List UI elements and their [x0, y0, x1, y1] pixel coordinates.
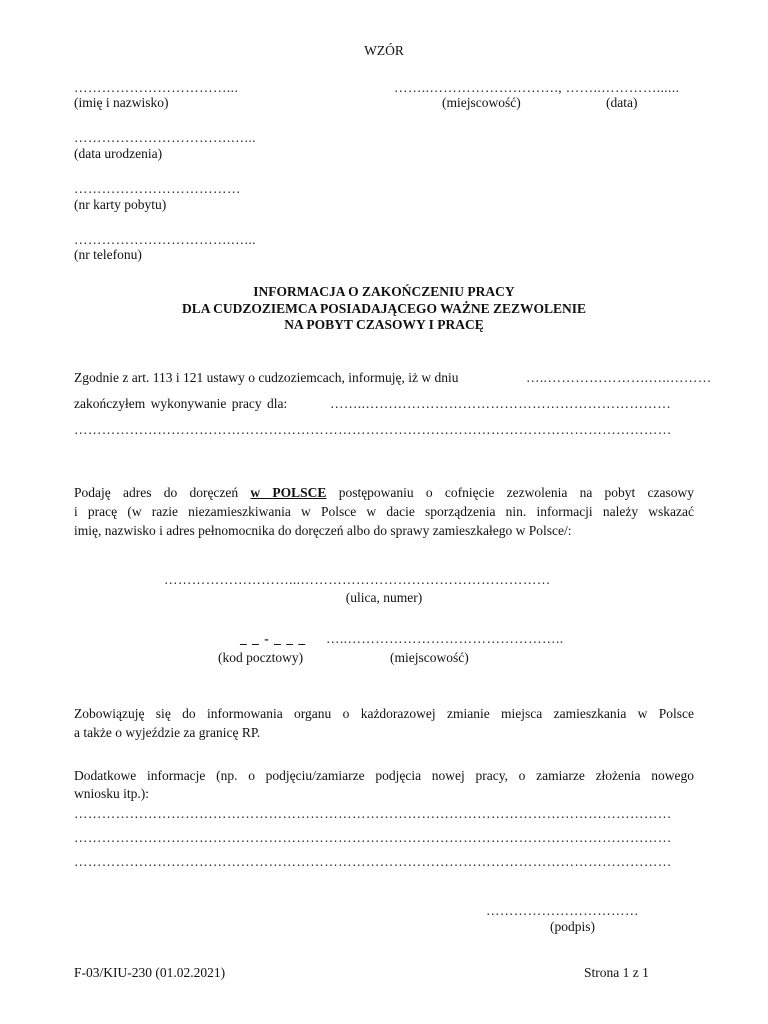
street-field-dots[interactable]: ………………………...………………………………………………	[164, 572, 551, 587]
name-label: (imię i nazwisko)	[74, 95, 169, 110]
name-field-dots[interactable]: ……………………………...	[74, 80, 239, 95]
heading-line-2: DLA CUDZOZIEMCA POSIADAJĄCEGO WAŻNE ZEZWOLENIE	[181, 301, 587, 316]
address-intro-line-1	[74, 486, 694, 500]
obligation-line-1: Zobowiązuję się do informowania organu o każdorazowej zmianie miejsca zamieszkania w Polsce	[74, 706, 694, 721]
end-date-field-dots[interactable]: …..………………….…..………	[526, 370, 712, 385]
phone-field-dots[interactable]: …………………………….…...	[74, 232, 256, 247]
additional-info-dots-2[interactable]: …………………………………………………………………………………………………………………	[74, 831, 672, 845]
address-intro-line-3: imię, nazwisko i adres pełnomocnika do doręczeń albo do sprawy zamieszkałego w Polsce/:	[74, 523, 572, 538]
additional-info-line-2: wniosku itp.):	[74, 786, 150, 801]
address-intro-line-2: i pracę (w razie niezamieszkiwania w Polsce w dacie sporządzenia nin. informacji należy wskazać	[74, 504, 694, 519]
street-label: (ulica, numer)	[345, 590, 423, 605]
statement-line-1: Zgodnie z art. 113 i 121 ustawy o cudzoziemcach, informuję, iż w dniu	[74, 370, 459, 385]
card-field-dots[interactable]: ………………………………	[74, 181, 241, 196]
city-label: (miejscowość)	[390, 650, 469, 665]
postal-code-field[interactable]: _ _ - _ _ _	[240, 631, 307, 646]
footer-form-id: F-03/KIU-230 (01.02.2021)	[74, 965, 226, 980]
employer-field-dots[interactable]: ……..…………………………………………………………	[330, 396, 672, 411]
signature-field-dots[interactable]: ……………………………	[486, 903, 639, 918]
footer-page-number: Strona 1 z 1	[584, 965, 649, 980]
postal-code-label: (kod pocztowy)	[218, 650, 304, 665]
signature-label: (podpis)	[550, 919, 595, 934]
date-label: (data)	[606, 95, 638, 110]
phone-label: (nr telefonu)	[74, 247, 142, 262]
address-intro-suffix: postępowaniu o cofnięcie zezwolenia na pobyt czasowy	[338, 485, 695, 500]
card-label: (nr karty pobytu)	[74, 197, 167, 212]
employer-field-dots-2[interactable]: …………………………………………………………………………………………………………………	[74, 423, 672, 437]
birthdate-field-dots[interactable]: …………………………….…...	[74, 130, 256, 145]
additional-info-line-1: Dodatkowe informacje (np. o podjęciu/zamiarze podjęcia nowej pracy, o zamiarze złożenia nowego	[74, 768, 694, 783]
additional-info-dots-3[interactable]: …………………………………………………………………………………………………………………	[74, 855, 672, 869]
additional-info-dots-1[interactable]: …………………………………………………………………………………………………………………	[74, 807, 672, 821]
address-intro-bold: w POLSCE	[250, 485, 327, 500]
birthdate-label: (data urodzenia)	[74, 146, 163, 161]
address-intro-prefix: Podaję adres do doręczeń	[74, 485, 239, 500]
heading-line-1: INFORMACJA O ZAKOŃCZENIU PRACY	[253, 284, 515, 299]
heading-line-3: NA POBYT CZASOWY I PRACĘ	[284, 317, 484, 332]
city-field-dots[interactable]: …..………………………………………..	[326, 631, 564, 646]
document-title: WZÓR	[364, 43, 404, 58]
place-date-field-dots[interactable]: ……..………………………., ……..…………......	[394, 80, 680, 95]
statement-line-2: zakończyłem wykonywanie pracy dla:	[74, 396, 288, 411]
obligation-line-2: a także o wyjeździe za granicę RP.	[74, 725, 261, 740]
place-label: (miejscowość)	[442, 95, 521, 110]
